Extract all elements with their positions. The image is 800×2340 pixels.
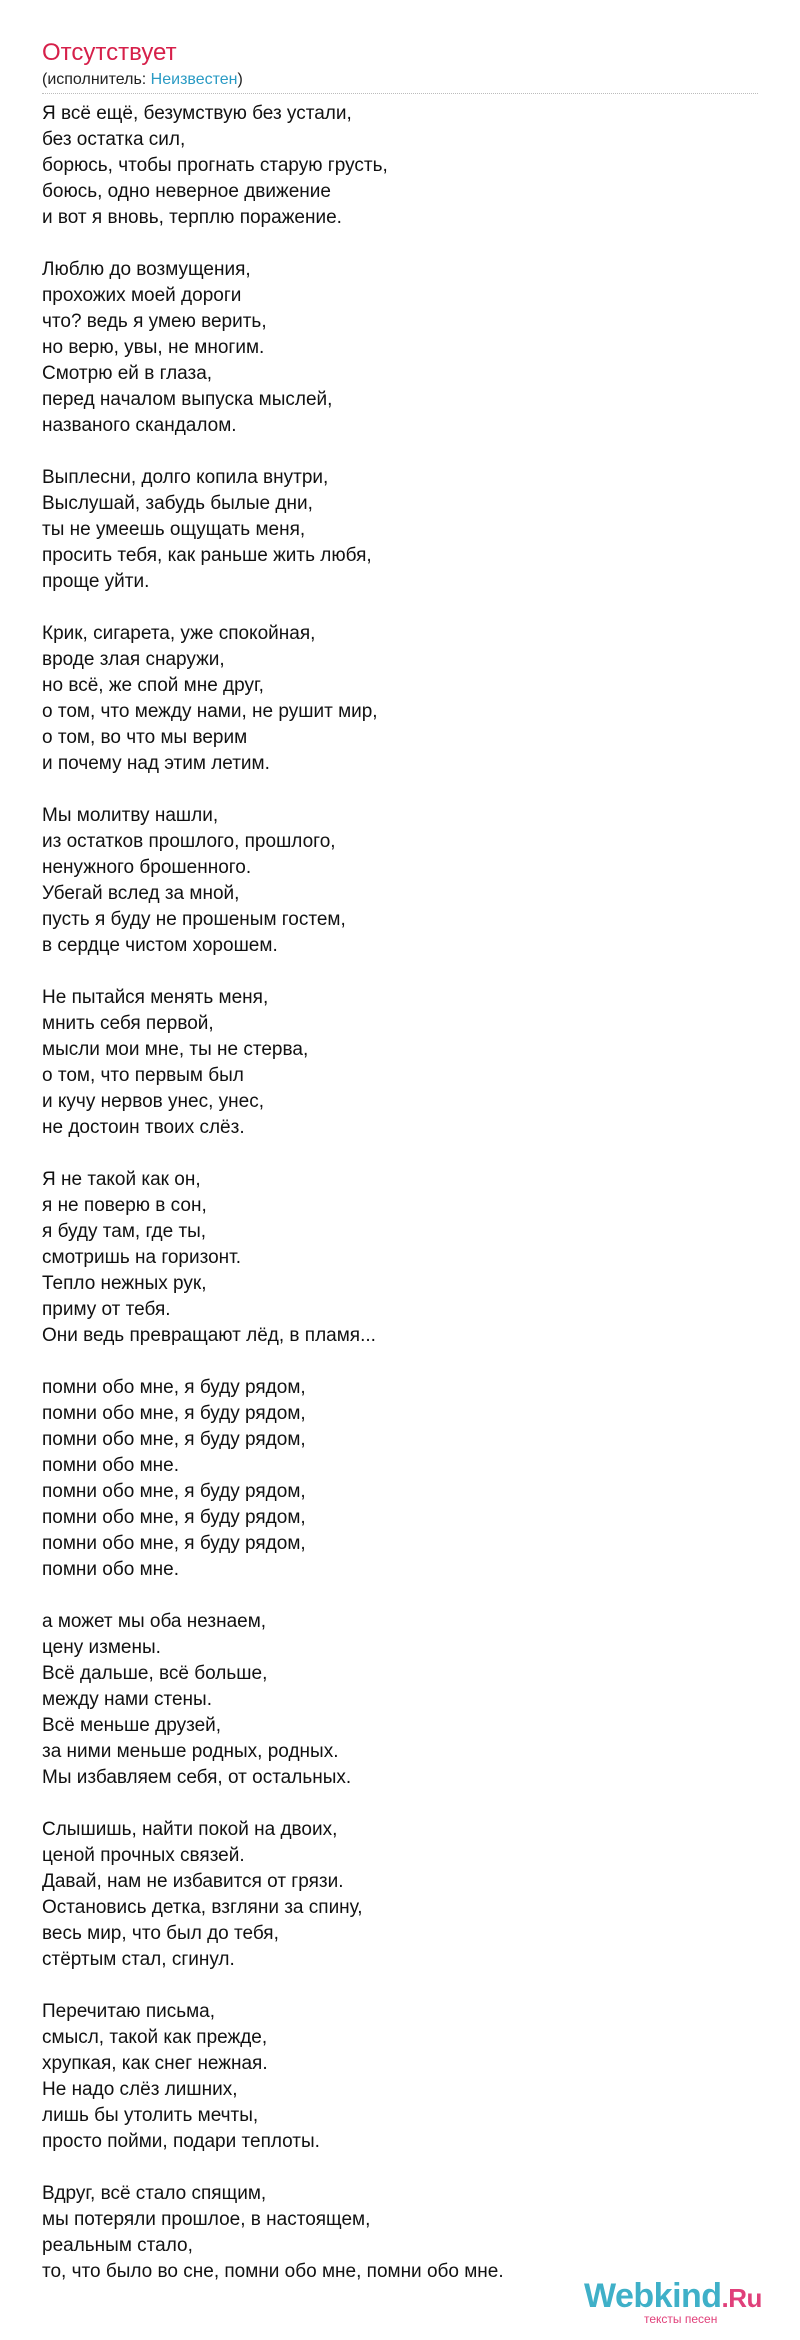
lyric-line: пусть я буду не прошеным гостем, [42,909,346,930]
lyric-line: вроде злая снаружи, [42,649,225,670]
brand-tld: .Ru [721,2283,762,2313]
lyric-line: Выслушай, забудь былые дни, [42,493,313,514]
lyric-line: приму от тебя. [42,1299,171,1320]
lyric-line: мысли мои мне, ты не стерва, [42,1039,309,1060]
lyric-line: я не поверю в сон, [42,1195,207,1216]
lyric-line: но всё, же спой мне друг, [42,675,264,696]
stanza [42,621,742,777]
lyric-line: борюсь, чтобы прогнать старую грусть, [42,155,388,176]
artist-prefix: (исполнитель: [42,71,151,88]
stanza [42,1167,742,1349]
lyric-line: без остатка сил, [42,129,186,150]
brand-main: Webkind [584,2277,722,2315]
brand-tagline: тексты песен [644,2312,718,2326]
stanza [42,1817,742,1973]
lyric-line: помни обо мне, я буду рядом, [42,1377,306,1398]
lyric-line: Вдруг, всё стало спящим, [42,2183,267,2204]
lyric-line: Всё меньше друзей, [42,1715,222,1736]
lyric-line: помни обо мне, я буду рядом, [42,1533,306,1554]
lyric-line: весь мир, что был до тебя, [42,1923,279,1944]
song-title: Отсутствует [42,39,177,66]
lyric-line: но верю, увы, не многим. [42,337,265,358]
lyric-line: из остатков прошлого, прошлого, [42,831,336,852]
lyric-line: не достоин твоих слёз. [42,1117,245,1138]
lyric-line: цену измены. [42,1637,161,1658]
stanza [42,101,742,231]
lyric-line: помни обо мне. [42,1455,179,1476]
lyric-line: между нами стены. [42,1689,212,1710]
stanza [42,465,742,595]
lyric-line: стёртым стал, сгинул. [42,1949,235,1970]
lyric-line: Мы избавляем себя, от остальных. [42,1767,352,1788]
lyric-line: Я всё ещё, безумствую без устали, [42,103,352,124]
lyric-line: просить тебя, как раньше жить любя, [42,545,372,566]
stanza [42,1999,742,2155]
lyric-line: проще уйти. [42,571,150,592]
lyric-line: помни обо мне, я буду рядом, [42,1429,306,1450]
stanza [42,1375,742,1583]
lyric-line: помни обо мне, я буду рядом, [42,1507,306,1528]
title-divider [42,93,758,94]
lyric-line: просто пойми, подари теплоты. [42,2131,320,2152]
lyric-line: о том, что первым был [42,1065,244,1086]
lyric-line: о том, во что мы верим [42,727,248,748]
lyric-line: помни обо мне, я буду рядом, [42,1481,306,1502]
lyric-line: мнить себя первой, [42,1013,214,1034]
lyric-line: и кучу нервов унес, унес, [42,1091,264,1112]
lyric-line: Они ведь превращают лёд, в пламя... [42,1325,376,1346]
lyric-line: Убегай вслед за мной, [42,883,240,904]
lyric-line: а может мы оба незнаем, [42,1611,267,1632]
lyric-line: Мы молитву нашли, [42,805,219,826]
stanza [42,257,742,439]
lyric-line: Перечитаю письма, [42,2001,216,2022]
stanza [42,2181,742,2285]
lyric-line: то, что было во сне, помни обо мне, помни обо мне. [42,2261,504,2282]
lyric-line: Люблю до возмущения, [42,259,251,280]
lyric-line: лишь бы утолить мечты, [42,2105,259,2126]
lyric-line: смотришь на горизонт. [42,1247,242,1268]
lyric-line: Остановись детка, взгляни за спину, [42,1897,363,1918]
lyric-line: Всё дальше, всё больше, [42,1663,268,1684]
lyric-line: Слышишь, найти покой на двоих, [42,1819,338,1840]
lyric-line: реальным стало, [42,2235,193,2256]
lyric-line: Я не такой как он, [42,1169,201,1190]
stanza [42,803,742,959]
lyric-line: я буду там, где ты, [42,1221,207,1242]
lyric-line: что? ведь я умею верить, [42,311,267,332]
lyric-line: боюсь, одно неверное движение [42,181,331,202]
lyric-line: Тепло нежных рук, [42,1273,207,1294]
lyric-line: помни обо мне, я буду рядом, [42,1403,306,1424]
lyric-line: Крик, сигарета, уже спокойная, [42,623,316,644]
site-logo[interactable] [584,2276,770,2324]
lyric-line: ты не умеешь ощущать меня, [42,519,306,540]
lyric-line: и вот я вновь, терплю поражение. [42,207,342,228]
lyric-line: в сердце чистом хорошем. [42,935,278,956]
lyric-line: ценой прочных связей. [42,1845,245,1866]
lyric-line: Не пытайся менять меня, [42,987,269,1008]
lyric-line: хрупкая, как снег нежная. [42,2053,268,2074]
lyric-line: ненужного брошенного. [42,857,252,878]
artist-suffix: ) [237,71,243,88]
lyric-line: прохожих моей дороги [42,285,242,306]
lyric-line: Выплесни, долго копила внутри, [42,467,329,488]
lyric-line: Давай, нам не избавится от грязи. [42,1871,344,1892]
lyric-line: о том, что между нами, не рушит мир, [42,701,378,722]
artist-link[interactable]: Неизвестен [150,71,238,88]
stanza [42,985,742,1141]
lyrics-body [42,101,742,2311]
artist-line [42,70,243,90]
lyric-line: названого скандалом. [42,415,237,436]
stanza [42,1609,742,1791]
lyric-line: Не надо слёз лишних, [42,2079,238,2100]
lyric-line: Смотрю ей в глаза, [42,363,213,384]
lyric-line: смысл, такой как прежде, [42,2027,268,2048]
lyric-line: мы потеряли прошлое, в настоящем, [42,2209,371,2230]
lyric-line: за ними меньше родных, родных. [42,1741,339,1762]
lyric-line: перед началом выпуска мыслей, [42,389,333,410]
lyric-line: и почему над этим летим. [42,753,270,774]
lyric-line: помни обо мне. [42,1559,179,1580]
